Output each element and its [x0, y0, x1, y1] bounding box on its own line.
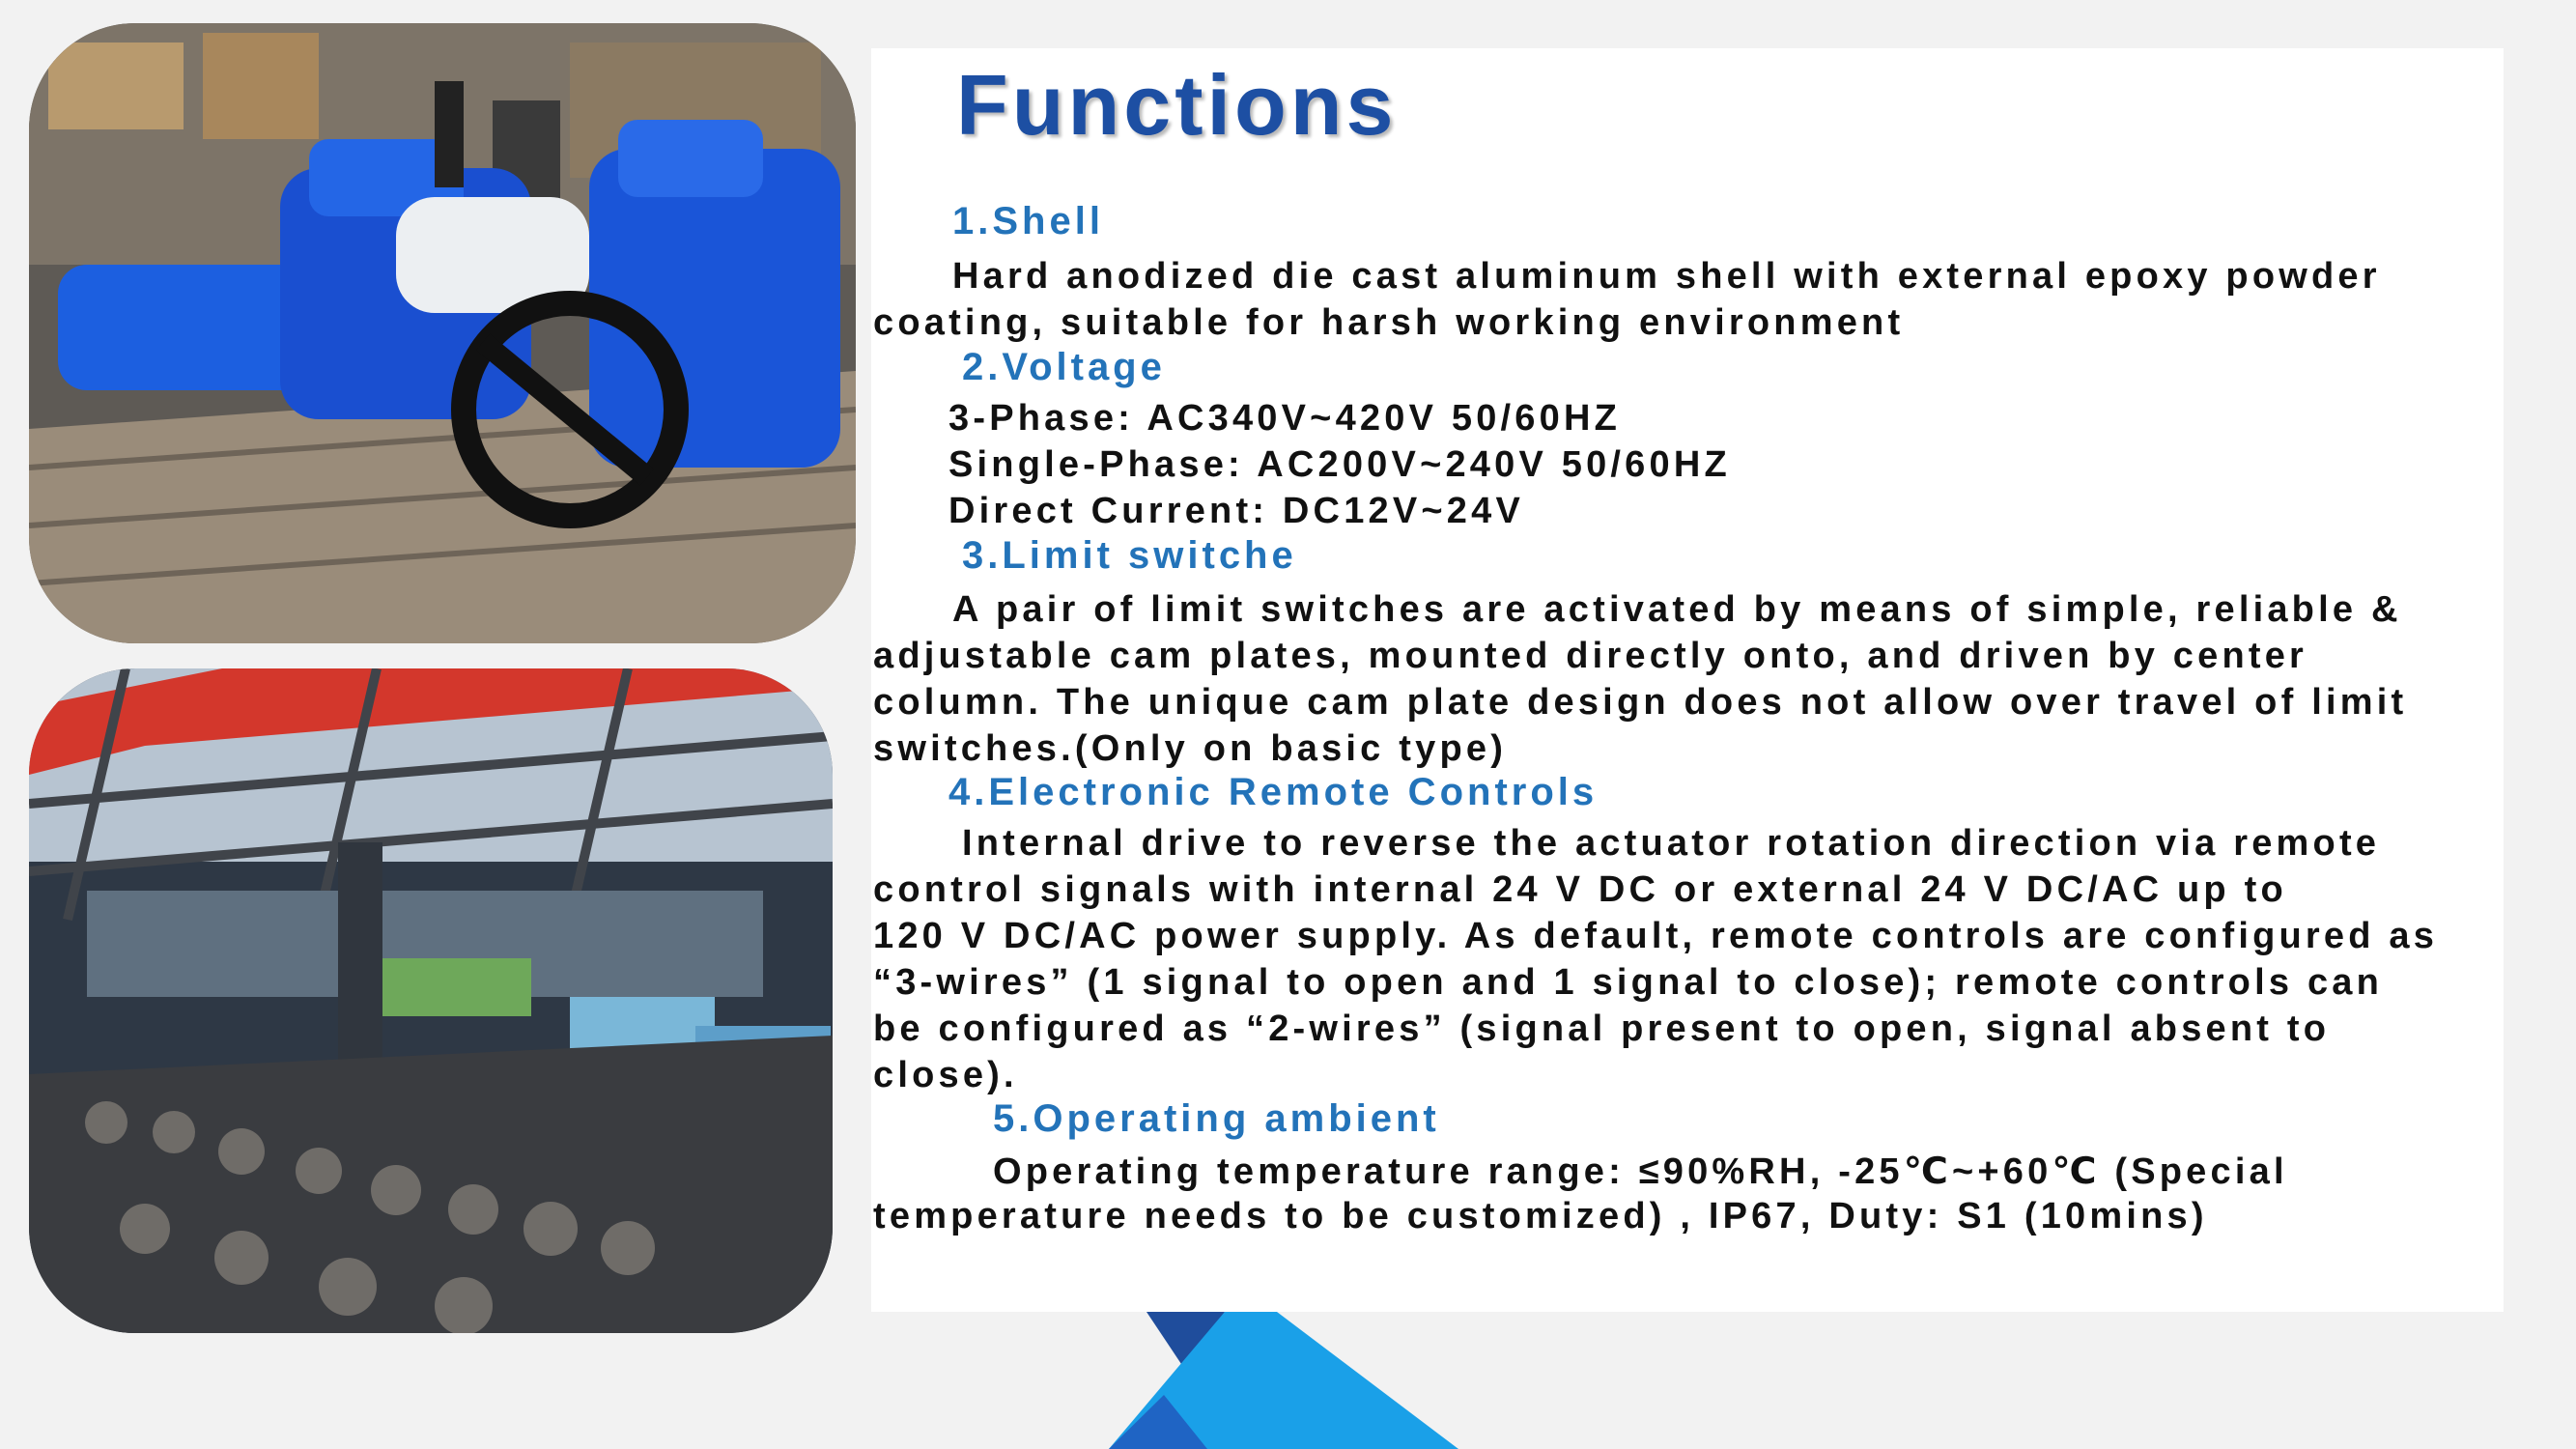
actuator-product-photo: [29, 23, 856, 643]
factory-workshop-photo: [29, 668, 833, 1333]
body-line: 3-Phase: AC340V~420V 50/60HZ: [948, 398, 1622, 439]
body-line: close).: [873, 1055, 1018, 1095]
body-line: 120 V DC/AC power supply. As default, remote controls are configured as: [873, 916, 2439, 956]
workshop-photo-illustration: [29, 668, 833, 1333]
section-heading-remote-controls: 4.Electronic Remote Controls: [948, 771, 1599, 813]
body-line: Single-Phase: AC200V~240V 50/60HZ: [948, 444, 1731, 485]
body-line: coating, suitable for harsh working environment: [873, 302, 1905, 343]
actuator-photo-illustration: [29, 23, 856, 643]
page-title: Functions: [956, 57, 1398, 153]
body-line: be configured as “2-wires” (signal present to open, signal absent to: [873, 1009, 2331, 1049]
body-line: “3-wires” (1 signal to open and 1 signal to close); remote controls can: [873, 962, 2384, 1003]
body-line: Operating temperature range: ≤90%RH, -25℃~+60℃ (Special: [993, 1151, 2288, 1192]
section-heading-voltage: 2.Voltage: [962, 346, 1166, 388]
body-line: Internal drive to reverse the actuator rotation direction via remote: [962, 823, 2381, 864]
blue-triangle-shape: [1109, 1395, 1207, 1449]
body-line: Direct Current: DC12V~24V: [948, 491, 1525, 531]
body-line: Hard anodized die cast aluminum shell with external epoxy powder: [952, 256, 2381, 297]
section-heading-operating-ambient: 5.Operating ambient: [993, 1097, 1440, 1140]
body-line: switches.(Only on basic type): [873, 728, 1508, 769]
body-line: temperature needs to be customized) , IP67, Duty: S1 (10mins): [873, 1196, 2208, 1236]
dark-triangle-shape: [1146, 1312, 1225, 1370]
section-heading-shell: 1.Shell: [952, 200, 1104, 242]
light-triangle-shape: [1109, 1312, 1458, 1449]
body-line: column. The unique cam plate design does not allow over travel of limit: [873, 682, 2408, 723]
functions-panel: [871, 48, 2504, 1312]
body-line: control signals with internal 24 V DC or external 24 V DC/AC up to: [873, 869, 2287, 910]
body-line: A pair of limit switches are activated by means of simple, reliable &: [952, 589, 2402, 630]
section-heading-limit-switch: 3.Limit switche: [962, 534, 1297, 577]
body-line: adjustable cam plates, mounted directly onto, and driven by center: [873, 636, 2308, 676]
